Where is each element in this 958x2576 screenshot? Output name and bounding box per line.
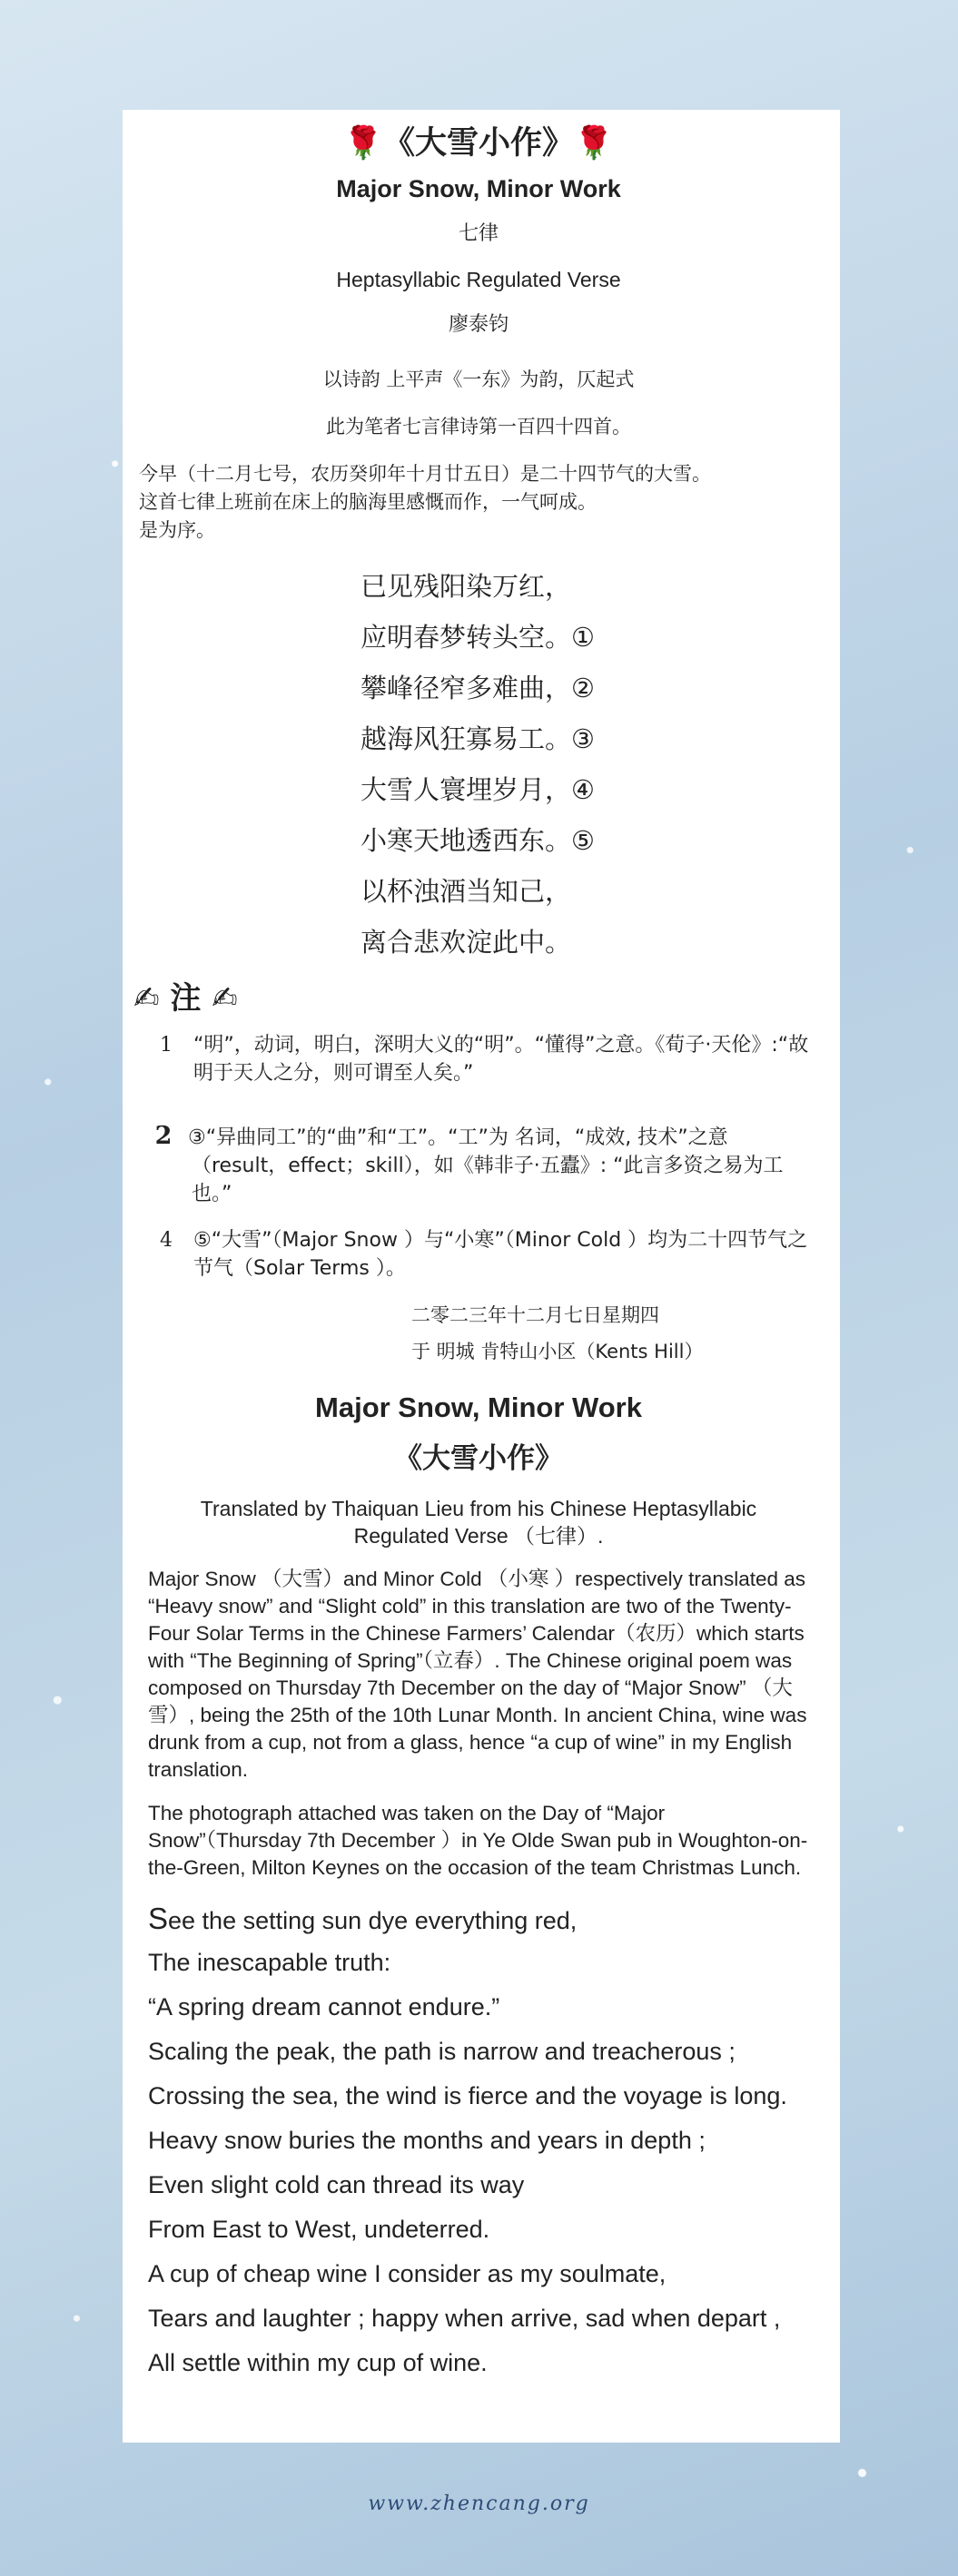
preface-line: 今早（十二月七号，农历癸卯年十月廿五日）是二十四节气的大雪。 [139, 463, 711, 485]
page-title-en: Major Snow, Minor Work [336, 175, 621, 202]
note-item [139, 1226, 818, 1283]
signature-place: 于 明城 肯特山小区（Kents Hill） [411, 1341, 704, 1362]
translation-title-en: Major Snow, Minor Work [315, 1391, 642, 1423]
poem-card [123, 110, 840, 2443]
poem-zh [360, 561, 687, 968]
note-number: 1 [160, 1034, 173, 1057]
poem-form-en: Heptasyllabic Regulated Verse [336, 268, 621, 291]
poem-line: 离合悲欢淀此中。 [360, 927, 572, 958]
poem-en-line: From East to West, undeterred. [148, 2216, 490, 2243]
note-text: ⑤“大雪”（Major Snow ）与“小寒”（Minor Cold ）均为二十四节气之节气（Solar Terms ）。 [193, 1229, 808, 1280]
note-text: “明”，动词，明白，深明大义的“明”。“懂得”之意。《荀子·天伦》:“故明于天人之分，则可谓至人矣。” [193, 1034, 809, 1085]
translation-note-paragraph: Major Snow （大雪）and Minor Cold （小寒 ）respectively translated as “Heavy snow” and “Slight cold” in this translation are two of the Twenty-Four Solar Terms in the Chinese Farmers’ Calendar（农历）which starts with “The Beginning of Spring”（立春）. The Chinese original poem was composed on Thursday 7th December on the day of “Major Snow” （大雪）, being the 25th of the 10th Lunar Month. In ancient China, wine was drunk from a cup, not from a glass, hence “a cup of wine” in my English translation. [148, 1568, 807, 1781]
poem-line: 已见残阳染万红， [360, 571, 572, 602]
poem-count-note: 此为笔者七言律诗第一百四十四首。 [326, 416, 631, 438]
poem-line: 应明春梦转头空。① [360, 622, 595, 653]
poem-en-line: Heavy snow buries the months and years in depth ; [148, 2127, 706, 2154]
signature-date: 二零二三年十二月七日星期四 [411, 1304, 659, 1326]
page-title-zh: 🌹《大雪小作》🌹 [343, 125, 614, 162]
poem-line: 大雪人寰埋岁月，④ [360, 774, 595, 805]
poem-en-line: A cup of cheap wine I consider as my soulmate, [148, 2260, 667, 2287]
note-number: 4 [160, 1229, 173, 1252]
poem-en-line: “A spring dream cannot endure.” [148, 1993, 500, 2020]
site-watermark: www.zhencang.org [368, 2492, 590, 2515]
poem-en-line: Tears and laughter ; happy when arrive, sad when depart , [148, 2305, 781, 2332]
note-item [139, 1031, 818, 1087]
preface-line: 这首七律上班前在床上的脑海里感慨而作，一气呵成。 [139, 491, 597, 513]
poem-en-line: The inescapable truth: [148, 1949, 391, 1976]
preface [139, 460, 818, 545]
preface-line: 是为序。 [139, 519, 215, 541]
poem-en [139, 1896, 818, 2385]
translation-credit: Translated by Thaiquan Lieu from his Chinese Heptasyllabic Regulated Verse （七律）. [200, 1497, 757, 1548]
poem-form-zh: 七律 [458, 222, 499, 245]
notes-heading: ✍ 注 ✍ [133, 980, 238, 1017]
rhyme-rule: 以诗韵 上平声《一东》为韵，仄起式 [322, 369, 635, 390]
poem-en-line: Crossing the sea, the wind is fierce and the voyage is long. [148, 2082, 787, 2109]
poem-line: 小寒天地透西东。⑤ [360, 825, 595, 856]
note-item [139, 1122, 818, 1208]
translation-title-zh: 《大雪小作》 [394, 1442, 563, 1475]
poem-line: 攀峰径窄多难曲，② [360, 673, 595, 703]
poem-line: 越海风狂寡易工。③ [360, 723, 595, 754]
poem-en-line: All settle within my cup of wine. [148, 2349, 488, 2376]
poem-line: 以杯浊酒当知己， [360, 876, 572, 907]
poem-en-line: Scaling the peak, the path is narrow and treacherous ; [148, 2038, 736, 2065]
note-number: 2 [154, 1122, 173, 1150]
note-text: ③“异曲同工”的“曲”和“工”。“工”为 名词，“成效, 技术”之意（result，effect；skill），如《韩非子·五蠹》: “此言多资之易为工也。” [188, 1126, 784, 1205]
signature [411, 1297, 818, 1370]
author-name: 廖泰钧 [448, 313, 509, 336]
poem-en-line: Even slight cold can thread its way [148, 2171, 525, 2198]
photo-note-paragraph: The photograph attached was taken on the Day of “Major Snow”（Thursday 7th December ）in Ye Olde Swan pub in Woughton-on-the-Green, Milton Keynes on the occasion of the team Christmas Lunch. [148, 1802, 808, 1879]
poem-en-line: See the setting sun dye everything red, [148, 1902, 578, 1935]
